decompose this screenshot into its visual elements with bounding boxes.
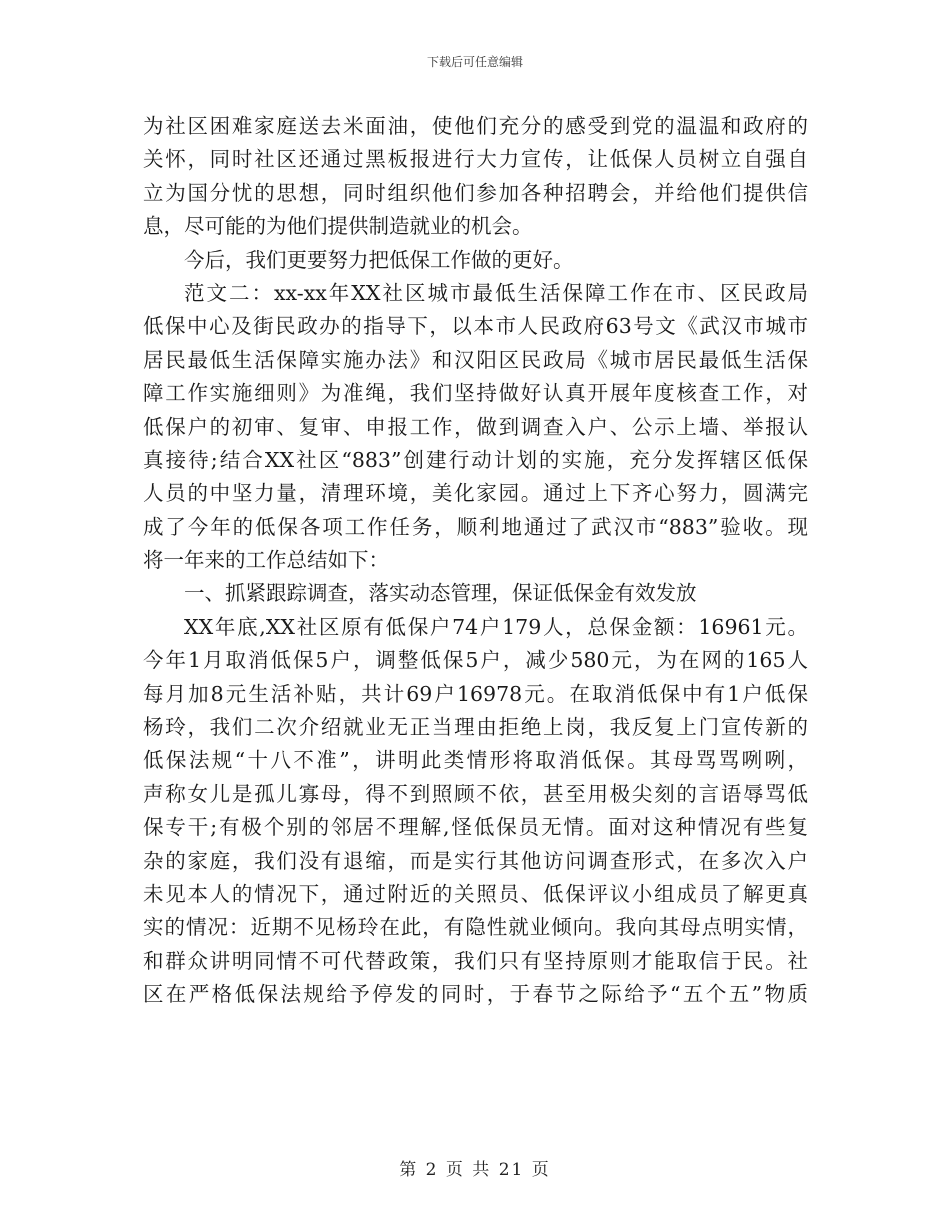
text-line: 杨玲，我们二次介绍就业无正当理由拒绝上岗，我反复上门宣传新的	[143, 715, 808, 740]
text-line: 区在严格低保法规给予停发的同时，于春节之际给予“五个五”物质	[143, 982, 808, 1007]
text-line: 今年1月取消低保5户，调整低保5户，减少580元，为在网的165人	[143, 648, 808, 673]
text-line: 人员的中坚力量，清理环境，美化家园。通过上下齐心努力，圆满完	[143, 481, 808, 506]
text-line: 今后，我们更要努力把低保工作做的更好。	[184, 247, 574, 272]
text-line: 每月加8元生活补贴，共计69户16978元。在取消低保中有1户低保	[143, 681, 808, 706]
text-line: 立为国分忧的思想，同时组织他们参加各种招聘会，并给他们提供信	[143, 180, 808, 205]
page-footer: 第 2 页 共 21 页	[399, 1160, 551, 1180]
text-line: 居民最低生活保障实施办法》和汉阳区民政局《城市居民最低生活保	[143, 347, 808, 372]
text-line: 障工作实施细则》为准绳，我们坚持做好认真开展年度核查工作，对	[143, 381, 808, 406]
text-line: 未见本人的情况下，通过附近的关照员、低保评议小组成员了解更真	[143, 881, 808, 906]
text-line: 真接待;结合XX社区“883”创建行动计划的实施，充分发挥辖区低保	[143, 447, 808, 472]
document-body	[143, 110, 808, 1012]
text-line: 低保中心及街民政办的指导下，以本市人民政府63号文《武汉市城市	[143, 314, 808, 339]
text-line: 为社区困难家庭送去米面油，使他们充分的感受到党的温温和政府的	[143, 114, 808, 138]
page-header: 下载后可任意编辑	[426, 55, 523, 69]
text-line: 低保户的初审、复审、申报工作，做到调查入户、公示上墙、举报认	[143, 414, 808, 439]
text-line: 一、抓紧跟踪调查，落实动态管理，保证低保金有效发放	[184, 581, 697, 606]
text-line: 声称女儿是孤儿寡母，得不到照顾不依，甚至用极尖刻的言语辱骂低	[143, 781, 808, 806]
text-line: 杂的家庭，我们没有退缩，而是实行其他访问调查形式，在多次入户	[143, 848, 808, 873]
text-line: 和群众讲明同情不可代替政策，我们只有坚持原则才能取信于民。社	[143, 948, 808, 973]
text-line: 息，尽可能的为他们提供制造就业的机会。	[143, 214, 533, 239]
text-line: 关怀，同时社区还通过黑板报进行大力宣传，让低保人员树立自强自	[143, 147, 808, 172]
text-line: 保专干;有极个别的邻居不理解,怪低保员无情。面对这种情况有些复	[143, 815, 808, 840]
text-line: 成了今年的低保各项工作任务，顺利地通过了武汉市“883”验收。现	[143, 514, 808, 539]
text-line: 实的情况：近期不见杨玲在此，有隐性就业倾向。我向其母点明实情，	[143, 915, 808, 940]
text-line: XX年底,XX社区原有低保户74户179人，总保金额：16961元。	[184, 614, 808, 639]
text-line: 将一年来的工作总结如下：	[143, 548, 389, 573]
text-line: 低保法规“十八不准”，讲明此类情形将取消低保。其母骂骂咧咧，	[143, 748, 808, 773]
text-line: 范文二：xx-xx年XX社区城市最低生活保障工作在市、区民政局	[184, 280, 808, 305]
